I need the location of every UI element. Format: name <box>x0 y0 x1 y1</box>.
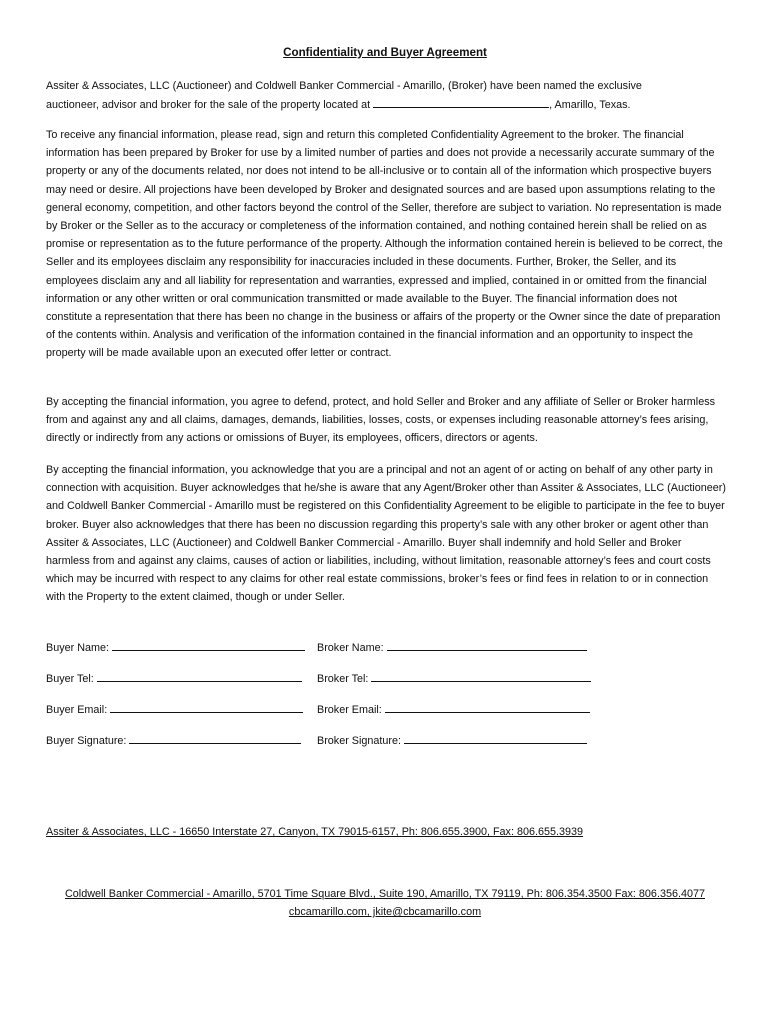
document-title: Confidentiality and Buyer Agreement <box>283 46 487 59</box>
buyer-email-line[interactable] <box>110 699 303 713</box>
broker-email-label: Broker Email: <box>317 704 382 716</box>
buyer-name-label: Buyer Name: <box>46 642 110 654</box>
buyer-name-line[interactable] <box>112 637 305 651</box>
coldwell-contact-line: Coldwell Banker Commercial - Amarillo, 5701 Time Square Blvd., Suite 190, Amarillo, TX 79119, Ph: 806.354.3500 Fax: 806.356.4077 <box>65 888 705 900</box>
broker-signature-line[interactable] <box>404 730 587 744</box>
web-email-link[interactable]: cbcamarillo.com, jkite@cbcamarillo.com <box>288 906 482 918</box>
assiter-footer <box>46 823 583 841</box>
assiter-contact-line: Assiter & Associates, LLC - 16650 Interstate 27, Canyon, TX 79015-6157, Ph: 806.655.3900, Fax: 806.655.3939 <box>46 826 584 838</box>
buyer-tel-line[interactable] <box>97 668 302 682</box>
coldwell-footer <box>0 885 770 903</box>
broker-name-line[interactable] <box>387 637 587 651</box>
acknowledgement-paragraph: By accepting the financial information, you acknowledge that you are a principal and not an agent of or acting on behalf of any other party in connection with acquisition. Buyer acknowledges that he/she is aware that any Agent/Broker other than Assiter & Associates, LLC (Auctioneer) and Coldwell Banker Commercial - Amarillo must be registered on this Confidentiality Agreement to be eligible to participate in the fee to buyer broker. Buyer also acknowledges that there has been no discussion regarding this property’s sale with any other broker or agent other than Assiter & Associates, LLC (Auctioneer) and Coldwell Banker Commercial - Amarillo. Buyer shall indemnify and hold Seller and Broker harmless from and against any claims, causes of action or liabilities, including, without limitation, reasonable attorney’s fees and court costs which may be incurred with respect to any claims for other real estate commissions, broker’s fees or find fees in relation to or in connection with the Property to the extent claimed, though or under Seller. <box>46 464 726 604</box>
signature-fields <box>46 637 726 761</box>
financial-info-paragraph: To receive any financial information, please read, sign and return this completed Confidentiality Agreement to the broker. The financial information has been prepared by Broker for use by a limited number of parties and does not provide a necessarily accurate summary of the property or any of the documents related, nor does not intend to be all-inclusive or to contain all of the information which prospective buyers may need or desire. All projections have been developed by Broker and designated sources and are based upon assumptions relating to the general economy, competition, and other factors beyond the control of the Seller, therefore are subject to variation. No representation is made by Broker or the Seller as to the accuracy or completeness of the information contained, and nothing contained herein shall be relied on as promise or representation as to the future performance of the property. Although the information contained herein is believed to be correct, the Seller and its employees disclaim any responsibility for inaccuracies included in these documents. Further, Broker, the Seller, and its employees disclaim any and all liability for representation and warranties, expressed and implied, contained in or omitted from the financial information or any other written or oral communication transmitted or made available to the Buyer. The financial information does not constitute a representation that there has been no change in the business or affairs of the property or the Owner since the date of preparation of the contents within. Analysis and verification of the information contained in the financial information and an opportunity to inspect the property will be made available upon an executed offer letter or contract. <box>46 129 723 360</box>
broker-signature-label: Broker Signature: <box>317 735 402 747</box>
buyer-email-label: Buyer Email: <box>46 704 108 716</box>
web-contact-footer <box>0 903 770 921</box>
buyer-tel-label: Buyer Tel: <box>46 673 94 685</box>
intro-line-2-after: , Amarillo, Texas. <box>549 99 631 112</box>
email-row <box>46 699 726 730</box>
intro-line-1: Assiter & Associates, LLC (Auctioneer) and Coldwell Banker Commercial - Amarillo, (Broker) have been named the exclusive <box>46 80 642 92</box>
buyer-name-field <box>46 637 305 657</box>
broker-name-field <box>317 637 587 657</box>
intro-line-2-before: auctioneer, advisor and broker for the sale of the property located at <box>46 99 371 112</box>
buyer-email-field <box>46 699 303 719</box>
broker-email-field <box>317 699 590 719</box>
buyer-signature-line[interactable] <box>129 730 301 744</box>
tel-row <box>46 668 726 699</box>
broker-signature-field <box>317 730 587 750</box>
broker-email-line[interactable] <box>385 699 590 713</box>
broker-tel-label: Broker Tel: <box>317 673 369 685</box>
buyer-signature-label: Buyer Signature: <box>46 735 127 747</box>
broker-tel-line[interactable] <box>371 668 591 682</box>
broker-name-label: Broker Name: <box>317 642 384 654</box>
intro-paragraph <box>46 77 726 114</box>
property-address-blank[interactable] <box>373 95 549 108</box>
signature-row <box>46 730 726 761</box>
buyer-tel-field <box>46 668 302 688</box>
indemnity-paragraph: By accepting the financial information, you agree to defend, protect, and hold Seller and Broker and any affiliate of Seller or Broker harmless from and against any and all claims, damages, demands, liabilities, losses, costs, or expenses including reasonable attorney’s fees arising, directly or indirectly from any actions or omissions of Buyer, its employees, officers, directors or agents. <box>46 396 715 445</box>
buyer-signature-field <box>46 730 301 750</box>
name-row <box>46 637 726 668</box>
broker-tel-field <box>317 668 591 688</box>
